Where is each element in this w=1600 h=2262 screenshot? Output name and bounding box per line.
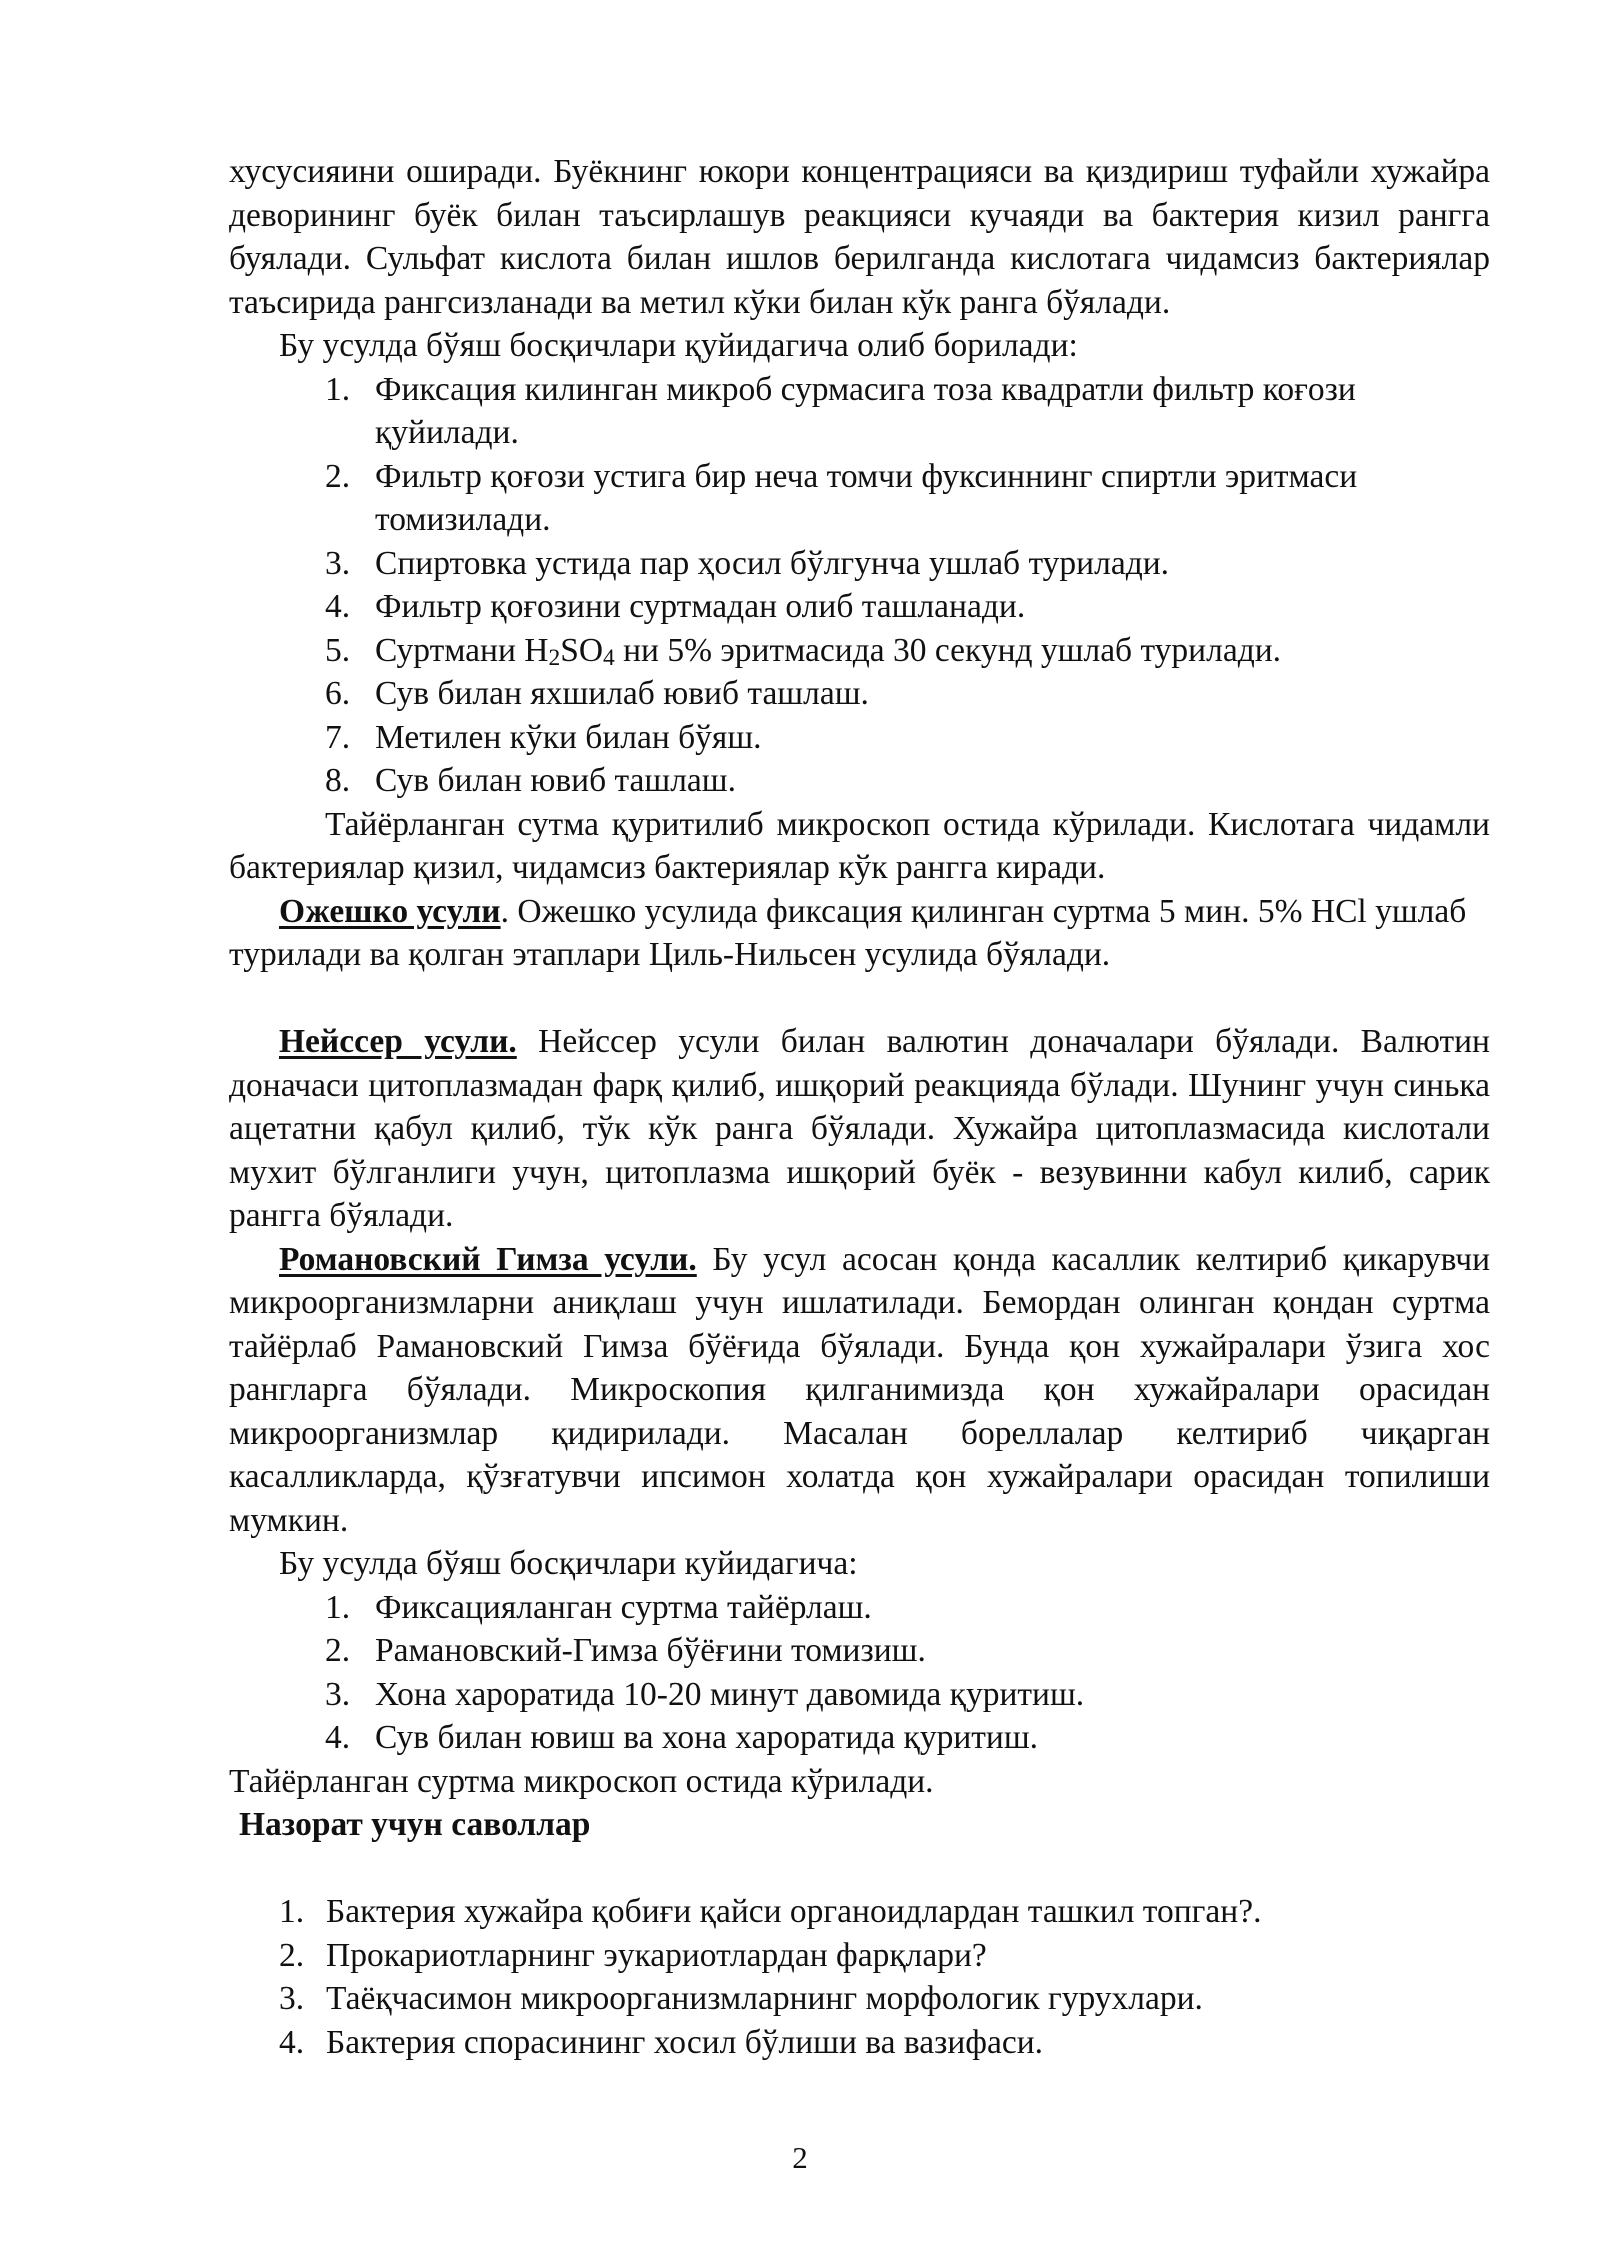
list-text: Метилен кўки билан бўяш. <box>375 718 762 756</box>
list-number: 3. <box>325 544 351 582</box>
list-number: 4. <box>325 1719 351 1756</box>
list-item <box>229 1977 1490 2021</box>
list-number: 4. <box>279 2023 305 2061</box>
list-text-end: ни 5% эритмасида 30 секунд ушлаб турилади. <box>614 631 1282 669</box>
list-item <box>229 368 1490 455</box>
blank-line <box>229 977 1490 1021</box>
list-number: 3. <box>325 1675 351 1713</box>
list-text: Сув билан ювиш ва хона хароратида қуритиш. <box>375 1719 1038 1756</box>
steps-intro-1: Бу усулда бўяш босқичлари қуйидагича олиб борилади: <box>279 327 1078 364</box>
paragraph-prepared-2: Тайёрланган суртма микроскоп остида кўрилади. <box>229 1762 934 1800</box>
list-text: Хона хароратида 10-20 минут давомида қуритиш. <box>375 1675 1085 1713</box>
list-text: Фиксацияланган суртма тайёрлаш. <box>375 1588 872 1626</box>
list-item <box>229 1586 1490 1630</box>
list-item <box>229 455 1490 542</box>
steps-intro-2: Бу усулда бўяш босқичлари куйидагича: <box>279 1545 858 1582</box>
staining-steps-list-1 <box>229 368 1490 803</box>
list-number: 3. <box>279 1980 305 2017</box>
list-item <box>229 1673 1490 1717</box>
list-number: 2. <box>325 1632 351 1669</box>
list-item <box>229 629 1490 673</box>
list-text: Бактерия спорасининг хосил бўлиши ва вазифаси. <box>326 2023 1044 2061</box>
subscript: 4 <box>603 644 615 671</box>
list-text: Фиксация килинган микроб сурмасига тоза квадратли фильтр коғози қуйилади. <box>375 370 1356 451</box>
questions-heading: Назорат учун саволлар <box>239 1806 591 1843</box>
list-text: Спиртовка устида пар ҳосил бўлгунча ушлаб турилади. <box>375 544 1170 582</box>
list-text: Рамановский-Гимза бўёғини томизиш. <box>375 1632 926 1669</box>
list-text-mid: SO <box>560 631 604 669</box>
paragraph-intro: хусусияини оширади. Буёкнинг юкори концентрацияси ва қиздириш туфайли хужайра деворининг буёк билан таъсирлашув реакцияси кучаяди ва бактерия кизил рангга буялади. Сульфат кислота билан ишлов берилганда кислотага чидамсиз бактериялар таъсирида рангсизланади ва метил кўки билан кўк ранга бўялади. <box>229 153 1490 321</box>
list-text: Сув билан яхшилаб ювиб ташлаш. <box>375 675 869 712</box>
paragraph-prepared-1: Тайёрланган сутма қуритилиб микроскоп остида кўрилади. Кислотага чидамли бактериялар қизил, чидамсиз бактериялар кўк рангга киради. <box>229 805 1490 886</box>
list-item <box>229 1629 1490 1673</box>
list-text: Фильтр қоғозини суртмадан олиб ташланади. <box>375 588 1026 625</box>
list-number: 5. <box>325 631 351 669</box>
list-item <box>229 759 1490 803</box>
list-item <box>229 542 1490 586</box>
list-number: 1. <box>325 370 351 408</box>
paragraph-romanovsky <box>229 1238 1490 1543</box>
list-number: 6. <box>325 675 351 712</box>
document-page <box>229 150 1490 2064</box>
paragraph-ozheshko <box>229 890 1490 977</box>
staining-steps-list-2 <box>229 1586 1490 1760</box>
list-item <box>229 1716 1490 1760</box>
list-text: Прокариотларнинг эукариотлардан фарқлари? <box>326 1936 987 1974</box>
list-item <box>229 2021 1490 2065</box>
questions-list <box>229 1890 1490 2064</box>
list-number: 1. <box>279 1893 305 1930</box>
page-number: 2 <box>792 2140 808 2175</box>
list-item <box>229 672 1490 716</box>
method-text-neisser: Нейссер усули билан валютин доначалари бўялади. Валютин доначаси цитоплазмадан фарқ қилиб, ишқорий реакцияда бўлади. Шунинг учун синька ацетатни қабул қилиб, тўк кўк ранга бўялади. Хужайра цитоплазмасида кислотали мухит бўлганлиги учун, цитоплазма ишқорий буёк - везувинни кабул килиб, сарик рангга бўялади. <box>229 1023 1490 1234</box>
list-text: Бактерия хужайра қобиғи қайси органоидлардан ташкил топган?. <box>326 1893 1262 1930</box>
list-text: Сув билан ювиб ташлаш. <box>375 762 736 799</box>
subscript: 2 <box>548 644 561 671</box>
list-item <box>229 716 1490 760</box>
method-title-romanovsky: Романовский Гимза усули. <box>279 1240 697 1278</box>
list-text: Фильтр қоғози устига бир неча томчи фуксиннинг спиртли эритмаси томизилади. <box>375 457 1358 538</box>
list-number: 2. <box>325 457 351 495</box>
method-title-neisser: Нейссер усули. <box>279 1023 517 1060</box>
list-number: 4. <box>325 588 351 625</box>
method-title-ozheshko: Ожешко усули <box>279 892 501 930</box>
list-number: 7. <box>325 718 351 756</box>
list-item <box>229 1890 1490 1934</box>
method-text-ozheshko: . Ожешко усулида фиксация қилинган суртма 5 мин. 5% HCl ушлаб турилади ва қолган этаплари Циль-Нильсен усулида бўялади. <box>229 892 1467 973</box>
list-text: Таёқчасимон микроорганизмларнинг морфологик гурухлари. <box>326 1980 1203 2017</box>
blank-line <box>229 1847 1490 1891</box>
list-item <box>229 1934 1490 1978</box>
paragraph-neisser <box>229 1020 1490 1238</box>
list-text-start: Суртмани H <box>375 631 549 669</box>
list-item <box>229 585 1490 629</box>
method-text-romanovsky: Бу усул асосан қонда касаллик келтириб қикарувчи микроорганизмларни аниқлаш учун ишлатилади. Бемордан олинган қондан суртма тайёрлаб Рамановский Гимза бўёғида бўялади. Бунда қон хужайралари ўзига хос рангларга бўялади. Микроскопия қилганимизда қон хужайралари орасидан микроорганизмлар қидирилади. Масалан бореллалар келтириб чиқарган касалликларда, қўзғатувчи ипсимон холатда қон хужайралари орасидан топилиши мумкин. <box>229 1240 1490 1539</box>
list-number: 1. <box>325 1588 351 1626</box>
list-number: 2. <box>279 1936 305 1974</box>
list-number: 8. <box>325 762 351 799</box>
